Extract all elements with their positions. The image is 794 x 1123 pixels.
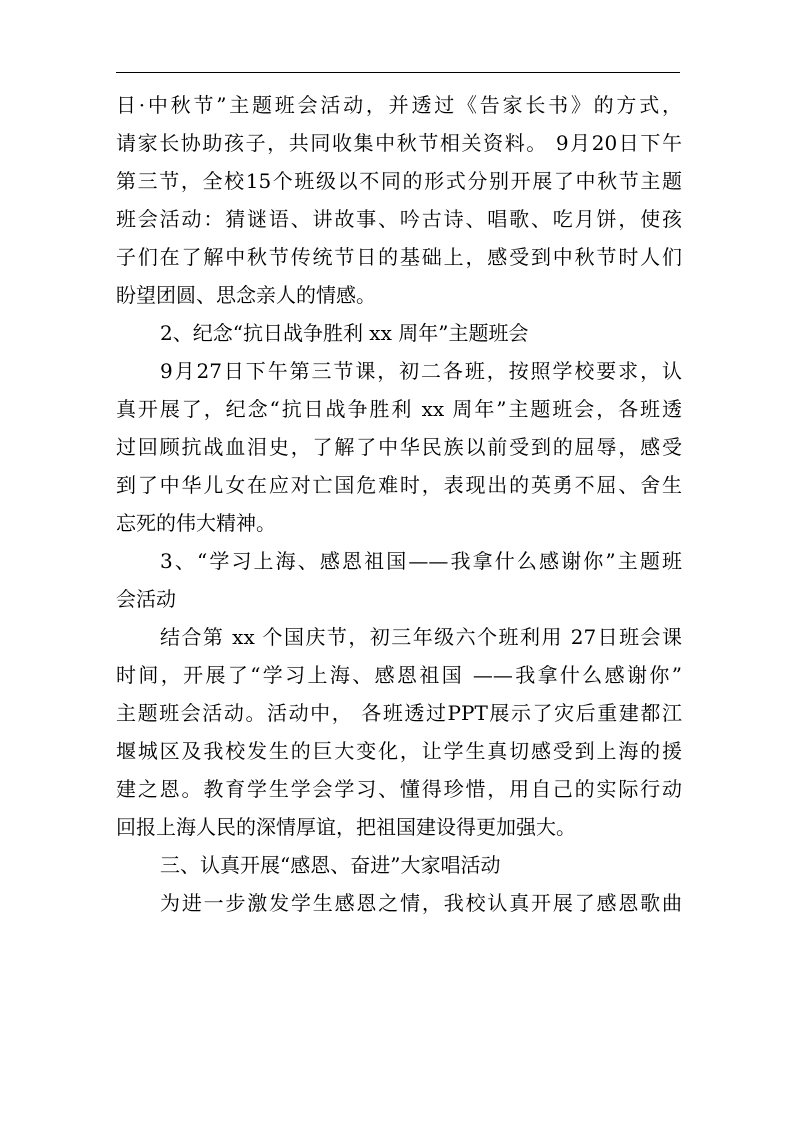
paragraph-line: 到了中华儿女在应对亡国危难时，表现出的英勇不屈、舍生 — [116, 473, 682, 497]
paragraph-line: 主题班会活动。活动中， 各班透过PPT展示了灾后重建都江 — [116, 701, 682, 725]
paragraph-line: 盼望团圆、思念亲人的情感。 — [116, 283, 376, 307]
paragraph-line: 堰城区及我校发生的巨大变化，让学生真切感受到上海的援 — [116, 739, 682, 763]
paragraph-line: 回报上海人民的深情厚谊，把祖国建设得更加强大。 — [116, 815, 576, 839]
paragraph-line: 子们在了解中秋节传统节日的基础上，感受到中秋节时人们 — [116, 245, 682, 269]
document-body — [116, 86, 682, 922]
paragraph-line: 为进一步激发学生感恩之情，我校认真开展了感恩歌曲 — [160, 891, 682, 915]
section-heading-3: 3、“学习上海、感恩祖国——我拿什么感谢你”主题班 — [160, 549, 682, 573]
paragraph-line: 建之恩。教育学生学会学习、懂得珍惜，用自己的实际行动 — [116, 777, 682, 801]
paragraph-line: 9月27日下午第三节课，初二各班，按照学校要求，认 — [160, 359, 682, 383]
section-heading-3-continued: 会活动 — [116, 587, 176, 611]
paragraph-line: 时间，开展了“学习上海、感恩祖国 ——我拿什么感谢你” — [116, 663, 682, 687]
paragraph-line: 日·中秋节”主题班会活动，并透过《告家长书》的方式， — [116, 93, 682, 117]
paragraph-line: 过回顾抗战血泪史，了解了中华民族以前受到的屈辱，感受 — [116, 435, 682, 459]
header-rule — [116, 72, 680, 73]
paragraph-line: 第三节，全校15个班级以不同的形式分别开展了中秋节主题 — [116, 169, 682, 193]
paragraph-line: 忘死的伟大精神。 — [116, 511, 276, 535]
section-heading-2: 2、纪念“抗日战争胜利 xx 周年”主题班会 — [160, 321, 529, 345]
paragraph-line: 结合第 xx 个国庆节，初三年级六个班利用 27日班会课 — [160, 625, 682, 649]
paragraph-line: 班会活动：猜谜语、讲故事、吟古诗、唱歌、吃月饼，使孩 — [116, 207, 682, 231]
paragraph-line: 请家长协助孩子，共同收集中秋节相关资料。 9月20日下午 — [116, 131, 682, 155]
section-heading-three: 三、认真开展“感恩、奋进”大家唱活动 — [160, 853, 501, 877]
paragraph-line: 真开展了，纪念“抗日战争胜利 xx 周年”主题班会，各班透 — [116, 397, 682, 421]
